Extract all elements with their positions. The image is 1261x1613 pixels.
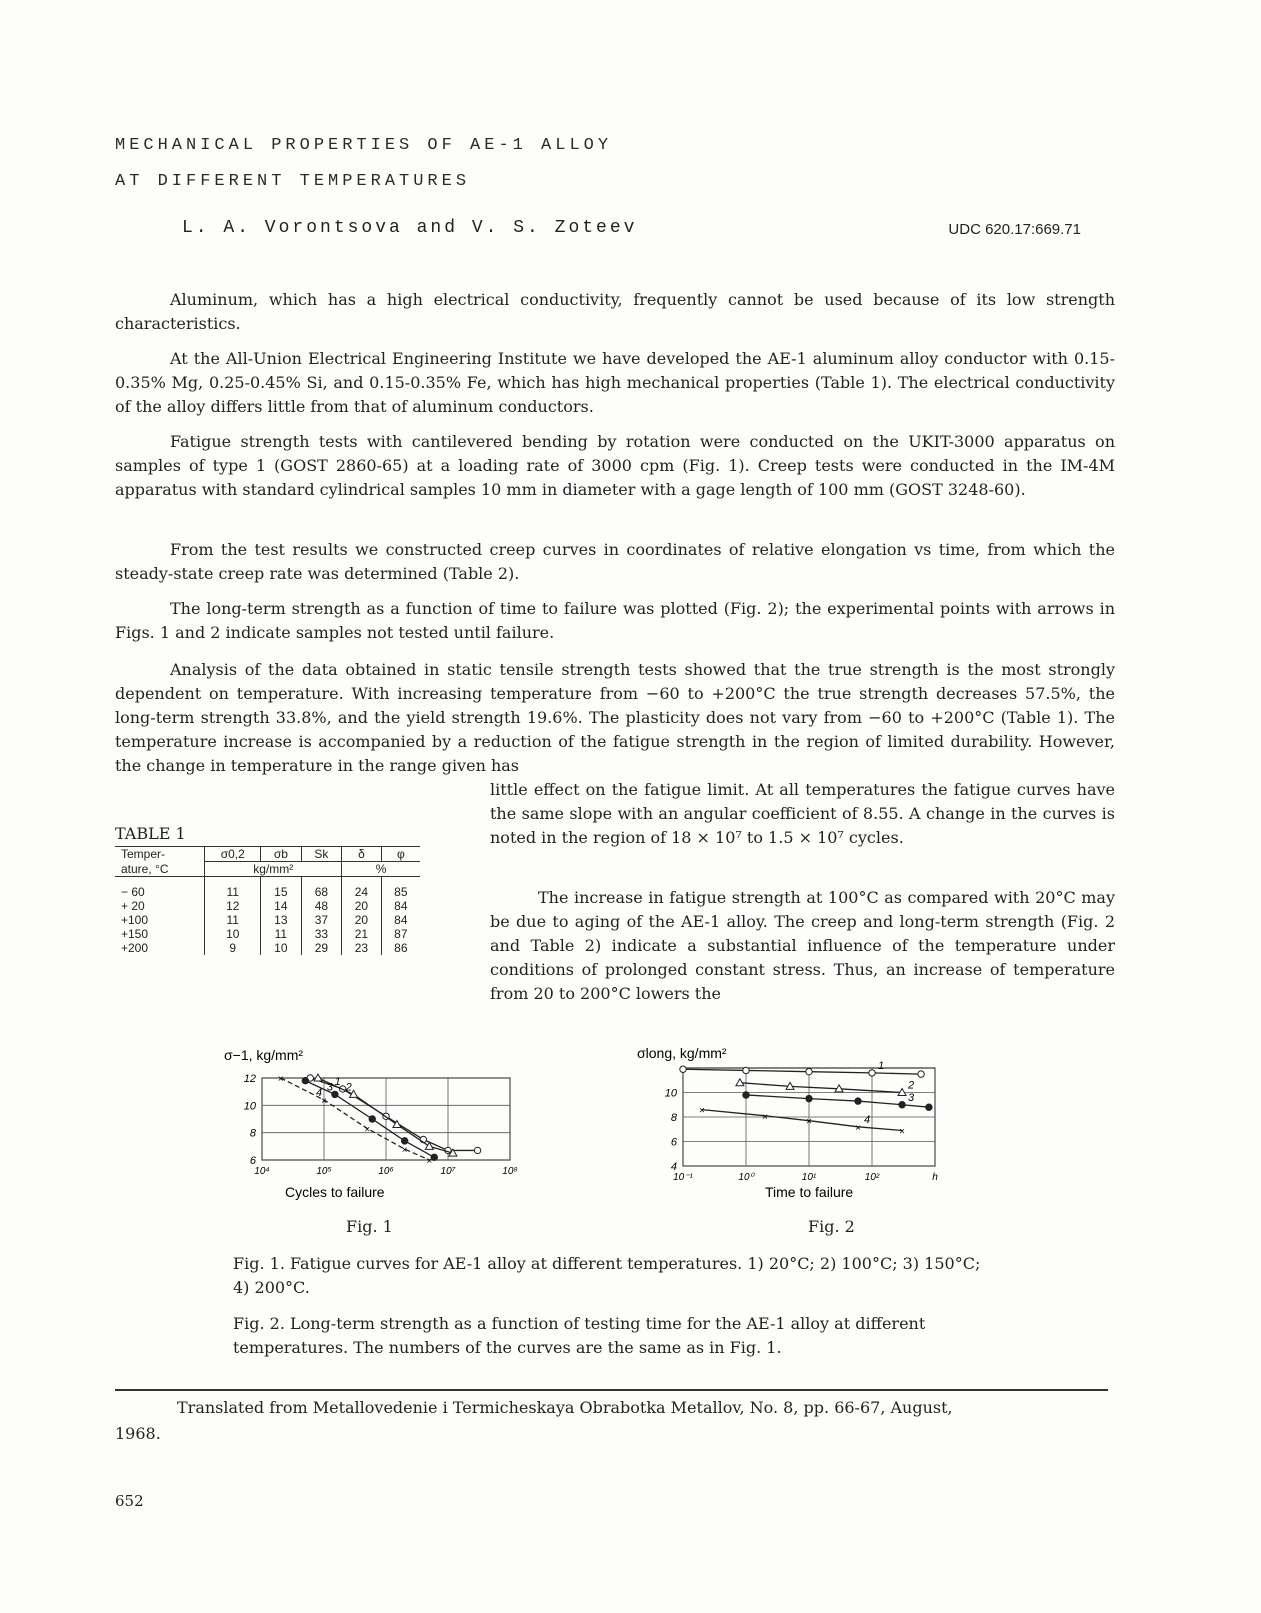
table-cell: 12 [205, 899, 261, 913]
table-cell: +150 [121, 926, 149, 941]
data-point [899, 1102, 905, 1108]
article-title-line-2: AT DIFFERENT TEMPERATURES [115, 172, 471, 191]
y-tick-label: 12 [243, 1073, 256, 1085]
table-cell: 33 [301, 927, 342, 941]
table-row [115, 899, 420, 913]
table-cell: 11 [261, 927, 302, 941]
header-cell: kg/mm² [205, 862, 342, 877]
right-column-paragraph-2: The increase in fatigue strength at 100°C as compared with 20°C may be due to aging of the AE-1 alloy. The creep and long-term strength (Fig. 2 and Table 2) indicate a substantial influence of the temperature under conditions of prolonged constant stress. Thus, an increase of temperature from 20 to 200°C lowers the [490, 888, 1115, 1003]
x-tick-label: 10⁸ [502, 1166, 518, 1177]
table-cell: 10 [205, 927, 261, 941]
x-tick-label: 10¹ [801, 1172, 817, 1183]
series-line [683, 1069, 921, 1074]
header-cell: δ [342, 847, 382, 862]
series-label: 2 [908, 1079, 915, 1092]
table-cell: 29 [301, 941, 342, 955]
header-cell: % [342, 862, 420, 877]
y-tick-label: 10 [243, 1100, 256, 1113]
table-cell: 37 [301, 913, 342, 927]
footer-divider [115, 1389, 1108, 1391]
article-title-line-1: MECHANICAL PROPERTIES OF AE-1 ALLOY [115, 136, 613, 155]
table-cell: 20 [342, 899, 382, 913]
paragraph-6: Analysis of the data obtained in static tensile strength tests showed that the true strength is the most strongly dependent on temperature. With increasing temperature from −60 to +200°C the true strength decreases 57.5%, the long-term strength 33.8%, and the yield strength 19.6%. The plasticity does not vary from −60 to +200°C (Table 1). The temperature increase is accompanied by a reduction of the fatigue strength in the region of limited durability. However, the change in temperature in the range given has [115, 660, 1115, 775]
data-point [855, 1098, 861, 1104]
data-point [743, 1067, 749, 1073]
table-cell: 24 [342, 885, 382, 899]
table-cell: 23 [342, 941, 382, 955]
table-cell: 48 [301, 899, 342, 913]
table-cell: 10 [261, 941, 302, 955]
header-cell: Sk [301, 847, 342, 862]
right-column-paragraph-1: little effect on the fatigue limit. At all temperatures the fatigue curves have the same slope with an angular coefficient of 8.55. A change in the curves is noted in the region of 18 × 10⁷ to 1.5 × 10⁷ cycles. [490, 780, 1115, 847]
paragraph-5: The long-term strength as a function of time to failure was plotted (Fig. 2); the experimental points with arrows in Figs. 1 and 2 indicate samples not tested until failure. [115, 599, 1115, 642]
series-label: 4 [316, 1086, 323, 1099]
fig-2-ylabel: σlong, kg/mm² [637, 1045, 727, 1061]
table-cell: 20 [342, 913, 382, 927]
udc-code: UDC 620.17:669.71 [948, 221, 1081, 238]
data-point [806, 1095, 812, 1101]
figure-captions [233, 1252, 993, 1372]
fig-1-xlabel: Cycles to failure [285, 1184, 385, 1200]
fig-2-chart [635, 1040, 975, 1205]
fig-1-caption: Fig. 1. Fatigue curves for AE-1 alloy at different temperatures. 1) 20°C; 2) 100°C; 3) 150°C; 4) 200°C. [233, 1254, 981, 1297]
data-point: × [806, 1116, 812, 1128]
paragraph-3: Fatigue strength tests with cantilevered bending by rotation were conducted on the UKIT-3000 apparatus on samples of type 1 (GOST 2860-65) at a loading rate of 3000 cpm (Fig. 1). Creep tests were conducted in the IM-4M apparatus with standard cylindrical samples 10 mm in diameter with a gage length of 100 mm (GOST 3248-60). [115, 432, 1115, 499]
y-tick-label: 10 [664, 1087, 677, 1100]
table-cell: 86 [381, 941, 420, 955]
table-cell: 85 [381, 885, 420, 899]
data-point: × [762, 1111, 768, 1123]
header-cell: ature, °C [121, 861, 169, 876]
fig-1-chart [220, 1040, 540, 1205]
table-spacer-row [115, 877, 420, 885]
fig-2-plot-area [665, 1060, 938, 1183]
table-cell: 84 [381, 899, 420, 913]
data-point [869, 1070, 875, 1076]
data-point [918, 1071, 924, 1077]
data-point [302, 1078, 308, 1084]
table-cell: + 20 [121, 898, 145, 913]
series-label: 2 [345, 1081, 352, 1094]
x-tick-label: 10⁶ [378, 1166, 394, 1177]
table-cell: 68 [301, 885, 342, 899]
table-cell: 13 [261, 913, 302, 927]
data-point [401, 1138, 407, 1144]
table-header-row [115, 847, 420, 862]
header-cell: σ0,2 [205, 847, 261, 862]
table-cell: 14 [261, 899, 302, 913]
series-label: 3 [908, 1091, 915, 1104]
x-tick-label: 10⁰ [738, 1172, 754, 1183]
table-cell: 9 [205, 941, 261, 955]
fig-1-plot-area [244, 1073, 518, 1177]
series-label: 1 [334, 1075, 341, 1088]
series-label: 4 [864, 1113, 871, 1126]
series-line [310, 1075, 477, 1150]
data-point [736, 1079, 744, 1086]
data-point: × [277, 1074, 284, 1085]
table-cell: 11 [205, 885, 261, 899]
y-tick-label: 4 [670, 1161, 677, 1173]
table-header-units-row [115, 862, 420, 877]
authors: L. A. Vorontsova and V. S. Zoteev [182, 218, 638, 238]
data-point: × [855, 1122, 861, 1134]
data-point [474, 1147, 480, 1153]
y-tick-label: 6 [670, 1136, 677, 1149]
fig-2-caption: Fig. 2. Long-term strength as a function of testing time for the AE-1 alloy at different temperatures. The numbers of the curves are the same as in Fig. 1. [233, 1314, 926, 1357]
data-point: × [401, 1145, 408, 1157]
translation-note-line-2: 1968. [115, 1424, 161, 1443]
header-cell: σb [261, 847, 302, 862]
table-cell: 84 [381, 913, 420, 927]
y-tick-label: 8 [670, 1112, 677, 1124]
paragraph-1: Aluminum, which has a high electrical conductivity, frequently cannot be used because of its low strength characteristics. [115, 290, 1115, 333]
header-cell: φ [381, 847, 420, 862]
header-cell: Temper- [121, 847, 166, 862]
data-point: × [426, 1156, 433, 1167]
paragraph-2: At the All-Union Electrical Engineering Institute we have developed the AE-1 aluminum alloy conductor with 0.15-0.35% Mg, 0.25-0.45% Si, and 0.15-0.35% Fe, which has high mechanical properties (Table 1). The electrical conductivity of the alloy differs little from that of aluminum conductors. [115, 349, 1115, 416]
x-tick-label: h [932, 1172, 938, 1183]
table-cell: +200 [121, 940, 149, 955]
table-cell: − 60 [121, 884, 145, 899]
data-point: × [364, 1124, 371, 1136]
table-row [115, 885, 420, 899]
data-point [680, 1066, 686, 1072]
translation-note [115, 1395, 1108, 1447]
x-tick-label: 10⁵ [316, 1166, 332, 1177]
data-point [806, 1068, 812, 1074]
table-cell: 11 [205, 913, 261, 927]
table-cell: 21 [342, 927, 382, 941]
series-line [740, 1083, 902, 1093]
fig-2-xlabel: Time to failure [765, 1184, 854, 1200]
series-label: 1 [878, 1059, 885, 1072]
table-1 [115, 846, 415, 955]
paragraph-4: From the test results we constructed creep curves in coordinates of relative elongation vs time, from which the steady-state creep rate was determined (Table 2). [115, 540, 1115, 583]
table-row [115, 941, 420, 955]
y-tick-label: 6 [249, 1155, 256, 1167]
translation-note-line-1: Translated from Metallovedenie i Termicheskaya Obrabotka Metallov, No. 8, pp. 66-67, August, [177, 1398, 953, 1417]
fig-1-label: Fig. 1 [346, 1217, 393, 1236]
table-cell: 87 [381, 927, 420, 941]
table-1-grid [115, 846, 420, 955]
data-point: × [699, 1105, 705, 1117]
fig-2-label: Fig. 2 [808, 1217, 855, 1236]
series-label: 3 [326, 1081, 334, 1094]
y-tick-label: 8 [249, 1127, 256, 1140]
data-point [743, 1092, 749, 1098]
data-point: × [899, 1126, 905, 1138]
table-row [115, 913, 420, 927]
data-point: × [321, 1095, 327, 1107]
fig-1-ylabel: σ−1, kg/mm² [224, 1047, 304, 1063]
x-tick-label: 10⁻¹ [673, 1172, 693, 1183]
x-tick-label: 10² [864, 1172, 880, 1183]
table-cell: 15 [261, 885, 302, 899]
x-tick-label: 10⁴ [254, 1166, 270, 1177]
page-number: 652 [115, 1492, 144, 1510]
table-row [115, 927, 420, 941]
data-point [926, 1104, 932, 1110]
table-1-label: TABLE 1 [115, 824, 186, 843]
table-cell: +100 [121, 912, 149, 927]
data-point [369, 1116, 375, 1122]
x-tick-label: 10⁷ [440, 1166, 456, 1177]
